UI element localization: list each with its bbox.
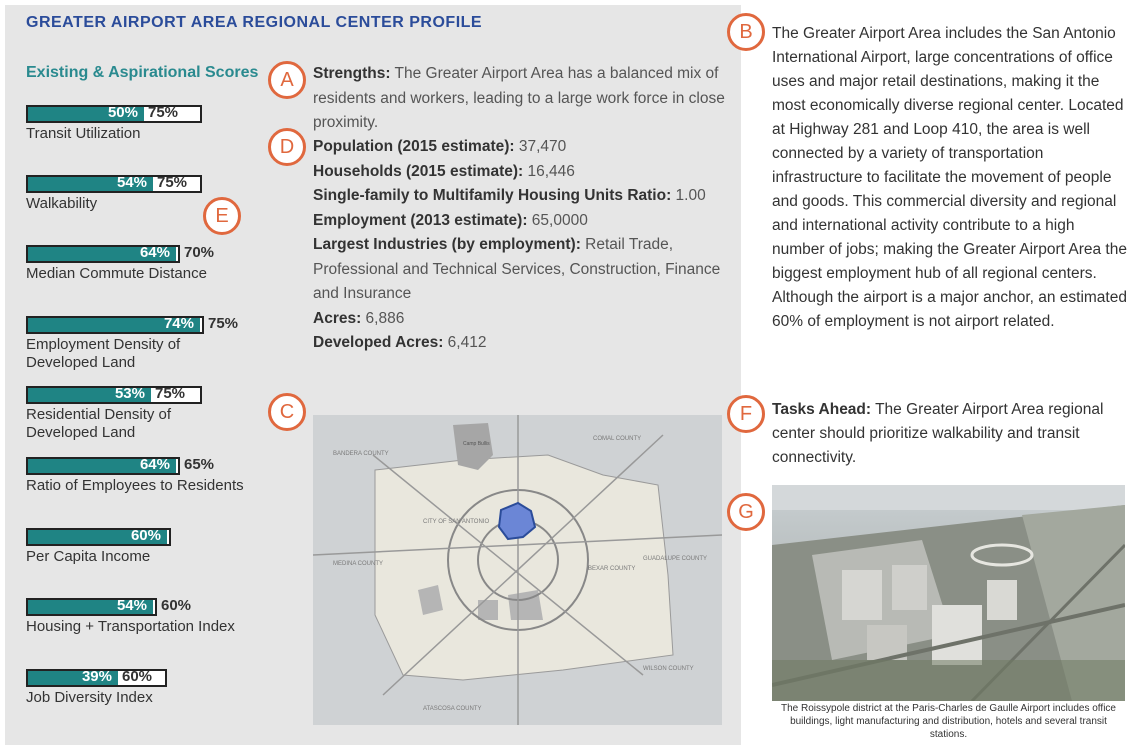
marker-d: D <box>268 128 306 166</box>
score-bar <box>26 315 239 336</box>
map-label-atascosa: ATASCOSA COUNTY <box>423 706 482 712</box>
score-existing-value: 60% <box>130 527 161 544</box>
photo-caption: The Roissypole district at the Paris-Charles de Gaulle Airport includes office buildings, light manufacturing and distribution, hotels and several transit stations. <box>781 703 1116 740</box>
tasks-text: The Greater Airport Area regional center should prioritize walkability and transit connectivity. <box>772 401 1104 466</box>
score-label: Per Capita Income <box>26 548 151 565</box>
marker-c: C <box>268 393 306 431</box>
score-existing-value: 39% <box>81 668 112 685</box>
score-bar <box>26 105 266 125</box>
marker-g: G <box>727 493 765 531</box>
map-label-bandera: BANDERA COUNTY <box>333 451 389 457</box>
score-label: Residential Density of Developed Land <box>26 406 172 441</box>
stat-developed-acres: Developed Acres: 6,412 <box>313 334 487 351</box>
map-label-bexar: BEXAR COUNTY <box>588 566 636 572</box>
score-bar <box>26 457 266 477</box>
score-item <box>26 315 239 372</box>
score-label: Housing + Transportation Index <box>26 618 235 635</box>
aerial-photo <box>772 485 1125 701</box>
score-target-value: 70% <box>184 244 215 261</box>
map-label-medina: MEDINA COUNTY <box>333 561 384 567</box>
score-existing-value: 74% <box>163 315 194 332</box>
page-title: GREATER AIRPORT AREA REGIONAL CENTER PROFILE <box>26 14 483 31</box>
map-label-wilson: WILSON COUNTY <box>643 666 694 672</box>
stat-employment: Employment (2013 estimate): 65,0000 <box>313 211 588 229</box>
stat-households: Households (2015 estimate): 16,446 <box>313 162 575 180</box>
score-item <box>26 386 201 442</box>
map-label-camp: Camp Bullis <box>463 441 490 447</box>
map-label-guadalupe: GUADALUPE COUNTY <box>643 556 708 562</box>
score-target-value: 75% <box>148 104 179 121</box>
map-label-city: CITY OF SAN ANTONIO <box>423 519 490 525</box>
score-bar <box>26 669 266 689</box>
strengths-paragraph <box>313 62 733 136</box>
marker-e: E <box>203 197 241 235</box>
score-target-value: 75% <box>157 174 188 191</box>
score-item <box>26 457 266 495</box>
score-item <box>26 598 266 636</box>
score-existing-value: 64% <box>139 244 170 261</box>
score-label: Median Commute Distance <box>26 265 207 282</box>
marker-a: A <box>268 61 306 99</box>
scores-heading: Existing & Aspirational Scores <box>26 64 259 81</box>
score-target-value: 75% <box>208 315 239 332</box>
stat-acres: Acres: 6,886 <box>313 309 405 327</box>
score-label: Job Diversity Index <box>26 689 153 706</box>
score-bar <box>26 245 266 265</box>
score-label: Ratio of Employees to Residents <box>26 477 244 494</box>
score-existing-value: 64% <box>139 456 170 473</box>
marker-b: B <box>727 13 765 51</box>
score-label: Transit Utilization <box>26 125 141 142</box>
score-item <box>26 528 266 566</box>
map-graphic <box>313 415 722 725</box>
score-item <box>26 105 266 143</box>
score-label: Employment Density of Developed Land <box>26 336 181 371</box>
score-item <box>26 669 266 707</box>
score-existing-value: 54% <box>116 174 147 191</box>
map-label-comal: COMAL COUNTY <box>593 436 642 442</box>
score-existing-value: 53% <box>114 385 145 402</box>
stats-block <box>313 135 728 356</box>
score-existing-value: 54% <box>116 597 147 614</box>
score-bar <box>26 175 266 195</box>
score-existing-value: 50% <box>107 104 138 121</box>
description-paragraph: The Greater Airport Area includes the San Antonio International Airport, large concentrations of office uses and major retail destinations, making it the most economically diverse regional center. Located at Highway 281 and Loop 410, the area is well connected by a variety of transportation infrastructure to facilitate the movement of people and goods. This commercial diversity and regional and international activity contribute to a high number of jobs; making the Greater Airport Area the biggest employment hub of all regional centers. Although the airport is a major anchor, an estimated 60% of employment is not airport related. <box>772 25 1127 330</box>
tasks-label: Tasks Ahead: <box>772 401 872 418</box>
score-bar <box>26 598 266 618</box>
score-target-value: 65% <box>184 456 215 473</box>
stat-housing-ratio: Single-family to Multifamily Housing Units Ratio: 1.00 <box>313 187 706 204</box>
score-bar <box>26 528 266 548</box>
score-label: Walkability <box>26 195 98 212</box>
tasks-paragraph <box>772 398 1127 470</box>
score-item <box>26 245 266 283</box>
score-target-value: 75% <box>155 385 186 402</box>
score-bar <box>26 386 201 406</box>
regional-map <box>313 415 722 725</box>
score-target-value: 60% <box>161 597 192 614</box>
aerial-photo-graphic <box>772 485 1125 701</box>
stat-population: Population (2015 estimate): 37,470 <box>313 138 567 155</box>
stat-industries: Largest Industries (by employment): Retail Trade, Professional and Technical Services, Construction, Finance and Insurance <box>313 236 721 302</box>
marker-f: F <box>727 395 765 433</box>
score-target-value: 60% <box>122 668 153 685</box>
strengths-text: The Greater Airport Area has a balanced mix of residents and workers, leading to a large work force in close proximity. <box>313 65 725 131</box>
strengths-label: Strengths: <box>313 65 391 82</box>
